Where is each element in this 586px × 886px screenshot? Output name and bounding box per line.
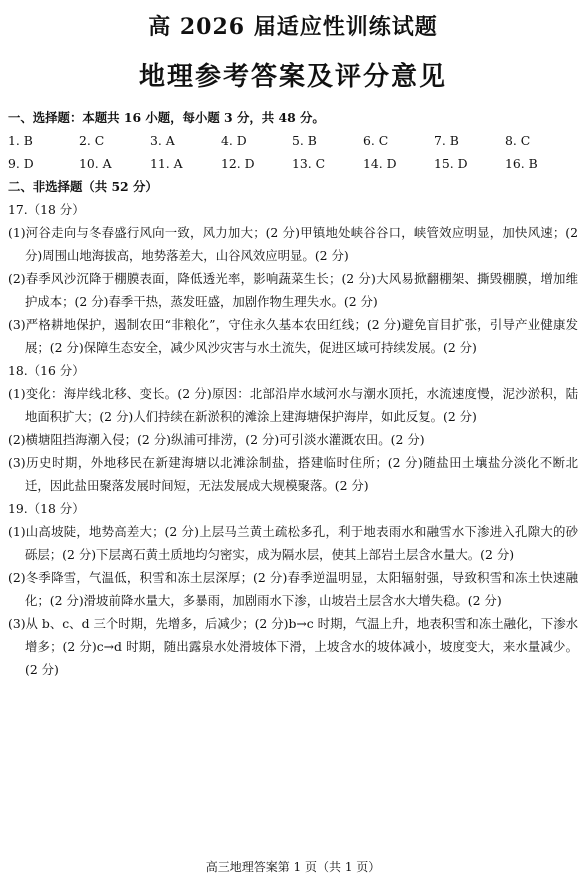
mc-answer: 1. B (8, 133, 33, 148)
answer-body (8, 106, 578, 681)
mc-answer: 3. A (150, 133, 175, 148)
mc-answer: 11. A (150, 156, 183, 171)
mc-answer: 9. D (8, 156, 34, 171)
mc-answer: 12. D (221, 156, 255, 171)
mc-answer: 5. B (292, 133, 317, 148)
answer-paragraph: (2)横塘阻挡海潮入侵；(2 分)纵浦可排涝，(2 分)可引淡水灌溉农田。(2 分) (8, 432, 425, 447)
answer-paragraph: (1)山高坡陡，地势高差大；(2 分)上层马兰黄土疏松多孔，利于地表雨水和融雪水下渗进入孔隙大的砂砾层；(2 分)下层离石黄土质地均匀密实，成为隔水层，使其上部岩土层含水量大。(2 分) (8, 524, 578, 562)
answer-paragraph: (2)春季风沙沉降于棚膜表面，降低透光率，影响蔬菜生长；(2 分)大风易掀翻棚架、撕毁棚膜，增加维护成本；(2 分)春季干热，蒸发旺盛，加剧作物生理失水。(2 分) (8, 271, 578, 309)
document-subtitle: 地理参考答案及评分意见 (138, 62, 447, 92)
mc-answer: 16. B (505, 156, 538, 171)
mc-answer: 10. A (79, 156, 112, 171)
mc-answer: 2. C (79, 133, 105, 148)
mc-answer: 13. C (292, 156, 326, 171)
section2-heading: 二、非选择题（共 52 分） (8, 179, 158, 194)
page-footer: 高三地理答案第 1 页（共 1 页） (205, 860, 381, 874)
mc-answer: 14. D (363, 156, 397, 171)
open-questions (8, 198, 578, 681)
answer-paragraph: (3)从 b、c、d 三个时期，先增多，后减少；(2 分)b→c 时期，气温上升，地表积雪和冻土融化，下渗水增多；(2 分)c→d 时期，随出露泉水处滑坡体下滑，上坡含水的坡体减小，坡度变大，来水量减少。(2 分) (8, 616, 578, 677)
exam-title: 高 2026 届适应性训练试题 (148, 14, 438, 40)
multiple-choice-answers (8, 129, 578, 175)
mc-answer: 4. D (221, 133, 247, 148)
mc-answer-row (8, 129, 578, 152)
answer-paragraph: (3)历史时期，外地移民在新建海塘以北滩涂制盐，搭建临时住所；(2 分)随盐田土壤盐分淡化不断北迁，因此盐田聚落发展时间短，无法发展成大规模聚落。(2 分) (8, 455, 578, 493)
mc-answer: 6. C (363, 133, 389, 148)
question-heading: 17.（18 分） (8, 202, 85, 217)
question-heading: 19.（18 分） (8, 501, 85, 516)
answer-paragraph: (2)冬季降雪，气温低，积雪和冻土层深厚；(2 分)春季逆温明显，太阳辐射强，导致积雪和冻土快速融化；(2 分)滑坡前降水量大，多暴雨，加剧雨水下渗，山坡岩土层含水大增失稳。(2 分) (8, 570, 578, 608)
mc-answer: 15. D (434, 156, 468, 171)
question-heading: 18.（16 分） (8, 363, 85, 378)
answer-paragraph: (3)严格耕地保护，遏制农田“非粮化”，守住永久基本农田红线；(2 分)避免盲目扩张，引导产业健康发展；(2 分)保障生态安全，减少风沙灾害与水土流失，促进区域可持续发展。(2 分) (8, 317, 578, 355)
answer-paragraph: (1)变化：海岸线北移、变长。(2 分)原因：北部沿岸水域河水与潮水顶托，水流速度慢，泥沙淤积，陆地面积扩大；(2 分)人们持续在新淤积的滩涂上建海塘保护海岸，如此反复。(2 分) (8, 386, 578, 424)
mc-answer-row (8, 152, 578, 175)
section1-heading: 一、选择题：本题共 16 小题，每小题 3 分，共 48 分。 (8, 110, 325, 125)
mc-answer: 7. B (434, 133, 459, 148)
answer-paragraph: (1)河谷走向与冬春盛行风向一致，风力加大；(2 分)甲镇地处峡谷谷口，峡管效应明显，加快风速；(2 分)周围山地海拔高，地势落差大，山谷风效应明显。(2 分) (8, 225, 578, 263)
mc-answer: 8. C (505, 133, 531, 148)
